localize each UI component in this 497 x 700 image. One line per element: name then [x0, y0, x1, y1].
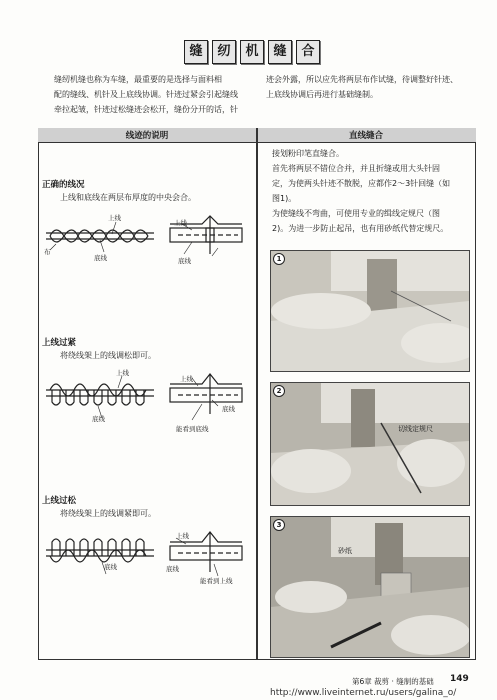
label-top-thread-2: 上线 [174, 219, 187, 227]
intro-line: 牵拉起皱，针迹过松缝迹会松开，缝份分开的话，针 [54, 105, 238, 114]
photo-2-number: 2 [273, 385, 285, 397]
photo-3-label: 砂纸 [338, 547, 352, 555]
text-line: 为使缝线不弯曲，可使用专业的缉线定规尺（图 [272, 209, 440, 218]
label-note-bottom-visible: 能看到底线 [176, 425, 209, 433]
photo-1 [270, 250, 470, 372]
label-top-thread: 上线 [176, 532, 189, 540]
label-top-thread-2: 上线 [180, 375, 193, 383]
text-line: 图1)。 [272, 194, 297, 203]
title-char: 缝 [184, 40, 208, 64]
text-line: 2)。为进一步防止起吊，也有用砂纸代替定规尺。 [272, 224, 449, 233]
label-bottom-thread: 底线 [94, 254, 107, 262]
title-char: 缝 [268, 40, 292, 64]
title-char: 合 [296, 40, 320, 64]
section-text-correct: 上线和底线在两层布厚度的中央会合。 [60, 193, 196, 202]
label-bottom-thread: 底线 [104, 563, 117, 571]
page-number: 149 [450, 674, 469, 684]
section-text-tight: 将绕线架上的线调松即可。 [60, 351, 156, 360]
label-bottom-thread-2: 底线 [166, 565, 179, 573]
text-line: 首先将两层不错位合并，并且折缝或用大头针固 [272, 164, 440, 173]
intro-line: 缝纫机缝也称为车缝，最重要的是选择与面料相 [54, 75, 222, 84]
photo-2-label: 切线定规尺 [398, 425, 433, 433]
label-top-thread: 上线 [108, 214, 121, 222]
section-title-loose: 上线过松 [42, 496, 77, 506]
section-title-correct: 正确的线况 [42, 180, 85, 190]
right-column-text [272, 146, 468, 236]
left-column-header: 线迹的说明 [125, 131, 169, 141]
title-char: 机 [240, 40, 264, 64]
intro-line: 上底线协调后再进行基础缝制。 [266, 90, 378, 99]
photo-3-number: 3 [273, 519, 285, 531]
text-line: 接划粉印笔直缝合。 [272, 149, 344, 158]
title-char: 纫 [212, 40, 236, 64]
source-url[interactable]: http://www.liveinternet.ru/users/galina_o/ [270, 688, 457, 698]
label-bottom-thread: 底线 [92, 415, 105, 423]
page-title [184, 40, 320, 64]
intro-line: 迹会外露，所以应先将两层布作试缝，待调整好针迹、 [266, 75, 458, 84]
intro-line: 配的缝线、机针及上底线协调。针迹过紧会引起缝线 [54, 90, 238, 99]
label-cloth: 布 [44, 248, 51, 256]
text-line: 定，为使两头针迹不散脱，应都作2～3针回缝（如 [272, 179, 451, 188]
footer-chapter: 第6章 裁剪 · 缝制的基础 [352, 677, 434, 686]
intro-left [54, 72, 254, 117]
label-bottom-thread-2: 底线 [222, 405, 235, 413]
column-divider [256, 128, 258, 660]
photo-1-number: 1 [273, 253, 285, 265]
stitch-diagram-tight [42, 366, 252, 436]
photo-2 [270, 382, 470, 506]
label-note-top-visible: 能看到上线 [200, 577, 233, 585]
section-title-tight: 上线过紧 [42, 338, 77, 348]
label-bottom-thread-2: 底线 [178, 257, 191, 265]
intro-right [266, 72, 486, 102]
stitch-diagram-correct [42, 210, 252, 270]
section-text-loose: 将绕线架上的线调紧即可。 [60, 509, 156, 518]
right-column-header: 直线缝合 [348, 131, 383, 141]
photo-3 [270, 516, 470, 658]
label-top-thread: 上线 [116, 369, 129, 377]
